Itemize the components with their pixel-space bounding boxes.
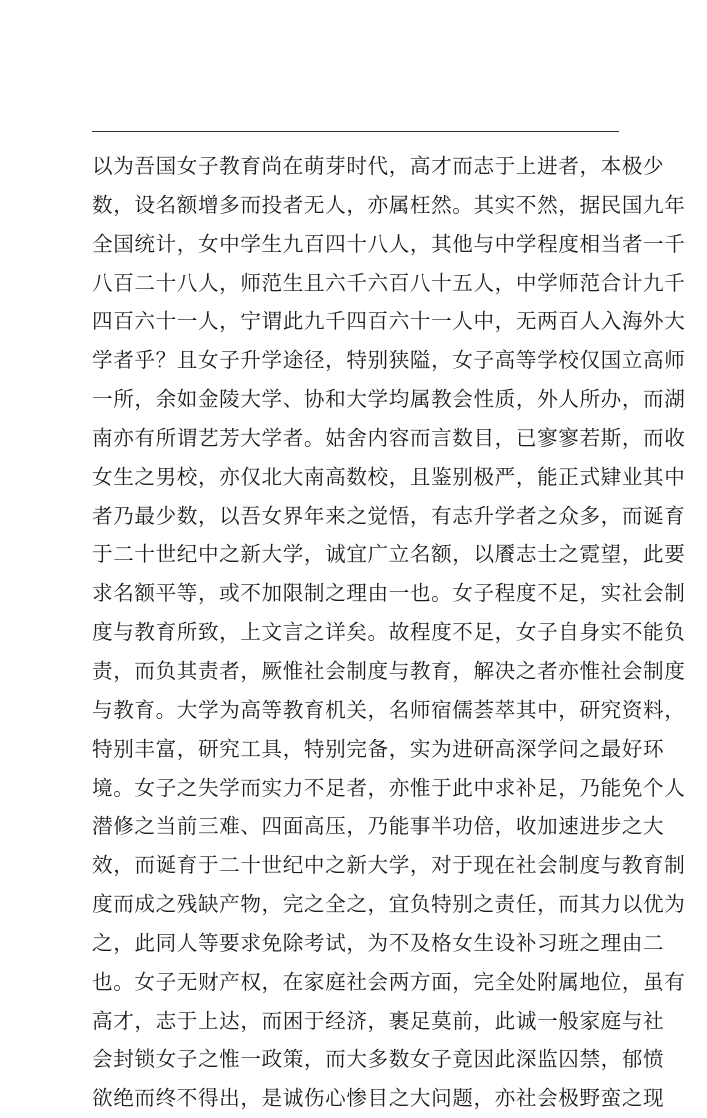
text-line: 与教育。大学为高等教育机关，名师宿儒荟萃其中，研究资料， — [92, 697, 686, 722]
text-line: 欲绝而终不得出，是诚伤心惨目之大问题，亦社会极野蛮之现 — [92, 1086, 665, 1111]
text-line: 八百二十八人，师范生且六千六百八十五人，中学师范合计九千 — [92, 270, 686, 295]
header-rule — [92, 131, 619, 132]
text-line: 数，设名额增多而投者无人，亦属枉然。其实不然，据民国九年 — [92, 192, 686, 217]
text-line: 度与教育所致，上文言之详矣。故程度不足，女子自身实不能负 — [92, 620, 686, 645]
text-line: 一所，余如金陵大学、协和大学均属教会性质，外人所办，而湖 — [92, 387, 686, 412]
text-line: 全国统计，女中学生九百四十八人，其他与中学程度相当者一千 — [92, 231, 686, 256]
body-text — [92, 147, 686, 1118]
text-line: 之，此同人等要求免除考试，为不及格女生设补习班之理由二 — [92, 930, 665, 955]
text-line: 者乃最少数，以吾女界年来之觉悟，有志升学者之众多，而诞育 — [92, 503, 686, 528]
text-line: 四百六十一人，宁谓此九千四百六十一人中，无两百人入海外大 — [92, 309, 686, 334]
text-line: 效，而诞育于二十世纪中之新大学，对于现在社会制度与教育制 — [92, 853, 686, 878]
text-line: 度而成之残缺产物，完之全之，宜负特别之责任，而其力以优为 — [92, 892, 686, 917]
text-line: 境。女子之失学而实力不足者，亦惟于此中求补足，乃能免个人 — [92, 775, 686, 800]
text-line: 以为吾国女子教育尚在萌芽时代，高才而志于上进者，本极少 — [92, 154, 665, 178]
text-line: 南亦有所谓艺芳大学者。姑舍内容而言数目，已寥寥若斯，而收 — [92, 425, 686, 450]
text-line: 学者乎？且女子升学途径，特别狭隘，女子高等学校仅国立高师 — [92, 348, 686, 373]
text-line: 于二十世纪中之新大学，诚宜广立名额，以餍志士之霓望，此要 — [92, 542, 686, 567]
text-line: 女生之男校，亦仅北大南高数校，且鉴别极严，能正式肄业其中 — [92, 464, 686, 489]
text-line: 高才，志于上达，而困于经济，裹足莫前，此诚一般家庭与社 — [92, 1008, 665, 1033]
text-line: 责，而负其责者，厥惟社会制度与教育，解决之者亦惟社会制度 — [92, 658, 686, 683]
text-line: 也。女子无财产权，在家庭社会两方面，完全处附属地位，虽有 — [92, 969, 686, 994]
text-line: 求名额平等，或不加限制之理由一也。女子程度不足，实社会制 — [92, 581, 686, 606]
text-line: 特别丰富，研究工具，特别完备，实为进研高深学问之最好环 — [92, 736, 665, 761]
text-line: 潜修之当前三难、四面高压，乃能事半功倍，收加速进步之大 — [92, 814, 665, 839]
text-line: 会封锁女子之惟一政策，而大多数女子竟因此深监囚禁，郁愤 — [92, 1047, 665, 1072]
